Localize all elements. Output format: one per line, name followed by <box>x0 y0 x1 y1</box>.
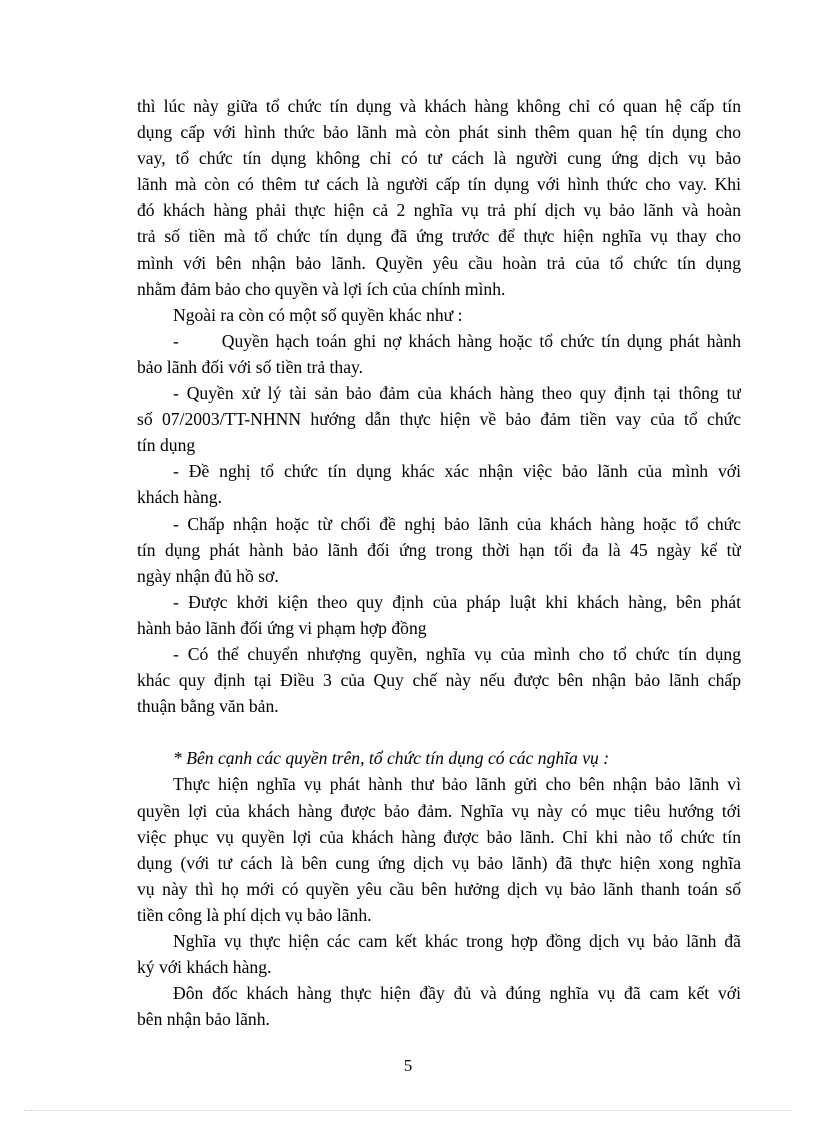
text-line: số 07/2003/TT-NHNN hướng dẫn thực hiện về bảo đảm tiền vay của tổ chức <box>137 409 741 430</box>
text-line: ký với khách hàng. <box>137 957 272 978</box>
text-line: bảo lãnh đối với số tiền trả thay. <box>137 356 364 377</box>
document-body <box>137 93 741 1032</box>
page-number: 5 <box>403 1056 413 1075</box>
page-bottom-divider <box>24 1110 792 1111</box>
text-line: hành bảo lãnh đối ứng vi phạm hợp đồng <box>137 617 427 638</box>
section-heading: * Bên cạnh các quyền trên, tổ chức tín dụng có các nghĩa vụ : <box>173 748 610 769</box>
text-line: - Có thể chuyển nhượng quyền, nghĩa vụ của mình cho tổ chức tín dụng <box>173 643 741 664</box>
text-line: ngày nhận đủ hồ sơ. <box>137 565 279 586</box>
text-line: khách hàng. <box>137 487 223 508</box>
text-line: Nghĩa vụ thực hiện các cam kết khác trong hợp đồng dịch vụ bảo lãnh đã <box>173 931 741 951</box>
text-line: tín dụng <box>137 435 196 456</box>
text-line: quyền lợi của khách hàng được bảo đảm. Nghĩa vụ này có mục tiêu hướng tới <box>137 800 741 821</box>
text-line: Thực hiện nghĩa vụ phát hành thư bảo lãnh gửi cho bên nhận bảo lãnh vì <box>173 774 741 795</box>
text-line: - Quyền xử lý tài sản bảo đảm của khách hàng theo quy định tại thông tư <box>173 383 741 404</box>
text-line: mình với bên nhận bảo lãnh. Quyền yêu cầu hoàn trả của tổ chức tín dụng <box>137 252 741 273</box>
text-line: nhằm đảm bảo cho quyền và lợi ích của chính mình. <box>137 278 506 299</box>
text-line: trả số tiền mà tổ chức tín dụng đã ứng trước để thực hiện nghĩa vụ thay cho <box>137 226 741 247</box>
text-line: vụ này thì họ mới có quyền yêu cầu bên hưởng dịch vụ bảo lãnh thanh toán số <box>137 878 741 899</box>
text-line: tín dụng phát hành bảo lãnh đối ứng trong thời hạn tối đa là 45 ngày kể từ <box>137 539 741 560</box>
text-line: - Đề nghị tổ chức tín dụng khác xác nhận việc bảo lãnh của mình với <box>173 461 741 482</box>
blank-line <box>137 719 741 745</box>
text-line: Ngoài ra còn có một số quyền khác như : <box>173 304 463 325</box>
text-line: tiền công là phí dịch vụ bảo lãnh. <box>137 904 372 925</box>
text-line: dụng (với tư cách là bên cung ứng dịch vụ bảo lãnh) đã thực hiện xong nghĩa <box>137 852 741 873</box>
text-line: lãnh mà còn có thêm tư cách là người cấp tín dụng với hình thức cho vay. Khi <box>137 174 741 195</box>
text-line: vay, tổ chức tín dụng không chỉ có tư cách là người cung ứng dịch vụ bảo <box>137 148 741 169</box>
text-line: bên nhận bảo lãnh. <box>137 1009 270 1030</box>
text-line: đó khách hàng phải thực hiện cả 2 nghĩa vụ trả phí dịch vụ bảo lãnh và hoàn <box>137 200 741 221</box>
text-line: thuận bằng văn bản. <box>137 696 279 717</box>
text-line: - Quyền hạch toán ghi nợ khách hàng hoặc tổ chức tín dụng phát hành <box>173 330 741 351</box>
text-line: - Được khởi kiện theo quy định của pháp luật khi khách hàng, bên phát <box>173 591 741 612</box>
text-line: dụng cấp với hình thức bảo lãnh mà còn phát sinh thêm quan hệ tín dụng cho <box>137 122 741 143</box>
text-line: việc phục vụ quyền lợi của khách hàng được bảo lãnh. Chỉ khi nào tổ chức tín <box>137 826 741 847</box>
text-line: khác quy định tại Điều 3 của Quy chế này nếu được bên nhận bảo lãnh chấp <box>137 670 741 691</box>
text-line: - Chấp nhận hoặc từ chối đề nghị bảo lãnh của khách hàng hoặc tổ chức <box>173 513 741 534</box>
text-line: Đôn đốc khách hàng thực hiện đầy đủ và đúng nghĩa vụ đã cam kết với <box>173 983 741 1004</box>
text-line: thì lúc này giữa tổ chức tín dụng và khách hàng không chỉ có quan hệ cấp tín <box>137 96 741 116</box>
